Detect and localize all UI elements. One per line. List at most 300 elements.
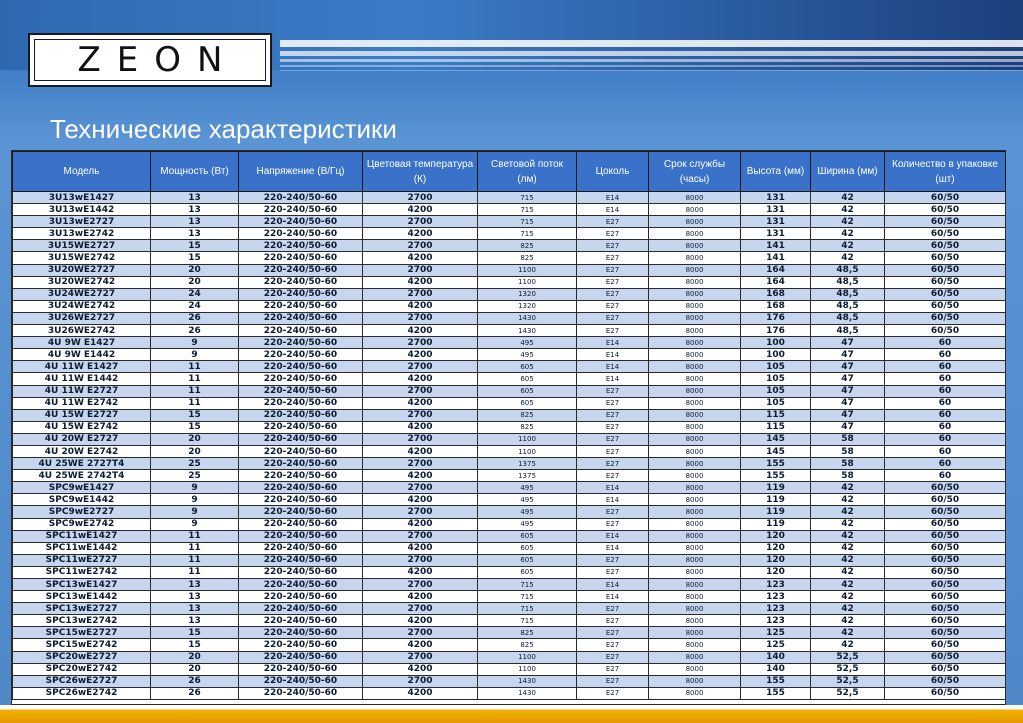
cell-luminous-flux: 1430 bbox=[478, 687, 577, 699]
cell-luminous-flux: 605 bbox=[478, 361, 577, 373]
cell-power: 15 bbox=[151, 421, 239, 433]
cell-model: 3U15WE2727 bbox=[13, 240, 151, 252]
table-row bbox=[13, 663, 1006, 675]
cell-color-temp: 4200 bbox=[363, 228, 478, 240]
cell-color-temp: 4200 bbox=[363, 615, 478, 627]
cell-lifetime: 8000 bbox=[649, 409, 741, 421]
cell-lifetime: 8000 bbox=[649, 591, 741, 603]
table-row bbox=[13, 312, 1006, 324]
cell-model: SPC9wE1442 bbox=[13, 494, 151, 506]
cell-width: 42 bbox=[811, 482, 885, 494]
cell-pack-qty: 60/50 bbox=[885, 506, 1006, 518]
cell-socket: E27 bbox=[577, 445, 649, 457]
cell-color-temp: 4200 bbox=[363, 566, 478, 578]
cell-lifetime: 8000 bbox=[649, 542, 741, 554]
cell-model: 4U 11W E2742 bbox=[13, 397, 151, 409]
cell-luminous-flux: 495 bbox=[478, 349, 577, 361]
cell-width: 58 bbox=[811, 470, 885, 482]
cell-width: 42 bbox=[811, 228, 885, 240]
cell-lifetime: 8000 bbox=[649, 337, 741, 349]
cell-height: 145 bbox=[741, 445, 811, 457]
cell-pack-qty: 60/50 bbox=[885, 615, 1006, 627]
table-row bbox=[13, 385, 1006, 397]
cell-model: 3U13wE1442 bbox=[13, 204, 151, 216]
cell-model: 4U 25WE 2742T4 bbox=[13, 470, 151, 482]
cell-socket: E27 bbox=[577, 566, 649, 578]
table-row bbox=[13, 445, 1006, 457]
table-row bbox=[13, 264, 1006, 276]
cell-width: 42 bbox=[811, 639, 885, 651]
cell-lifetime: 8000 bbox=[649, 264, 741, 276]
cell-pack-qty: 60/50 bbox=[885, 687, 1006, 699]
cell-model: 4U 20W E2727 bbox=[13, 433, 151, 445]
cell-width: 42 bbox=[811, 252, 885, 264]
cell-color-temp: 2700 bbox=[363, 264, 478, 276]
cell-power: 9 bbox=[151, 494, 239, 506]
cell-pack-qty: 60 bbox=[885, 337, 1006, 349]
cell-width: 58 bbox=[811, 433, 885, 445]
cell-socket: E27 bbox=[577, 675, 649, 687]
cell-height: 145 bbox=[741, 433, 811, 445]
cell-lifetime: 8000 bbox=[649, 494, 741, 506]
cell-height: 131 bbox=[741, 216, 811, 228]
cell-lifetime: 8000 bbox=[649, 312, 741, 324]
cell-height: 131 bbox=[741, 228, 811, 240]
cell-model: 3U15WE2742 bbox=[13, 252, 151, 264]
cell-model: 4U 15W E2727 bbox=[13, 409, 151, 421]
cell-socket: E27 bbox=[577, 300, 649, 312]
table-row bbox=[13, 397, 1006, 409]
cell-lifetime: 8000 bbox=[649, 204, 741, 216]
cell-socket: E14 bbox=[577, 349, 649, 361]
cell-voltage: 220-240/50-60 bbox=[239, 204, 363, 216]
cell-luminous-flux: 825 bbox=[478, 639, 577, 651]
cell-width: 42 bbox=[811, 603, 885, 615]
cell-luminous-flux: 1100 bbox=[478, 651, 577, 663]
cell-luminous-flux: 495 bbox=[478, 506, 577, 518]
logo-text: ZEON bbox=[77, 40, 239, 80]
cell-model: SPC26wE2727 bbox=[13, 675, 151, 687]
cell-pack-qty: 60/50 bbox=[885, 603, 1006, 615]
cell-lifetime: 8000 bbox=[649, 554, 741, 566]
cell-power: 13 bbox=[151, 591, 239, 603]
cell-socket: E14 bbox=[577, 542, 649, 554]
header-model: Модель bbox=[13, 152, 151, 192]
cell-power: 15 bbox=[151, 409, 239, 421]
cell-color-temp: 2700 bbox=[363, 530, 478, 542]
cell-pack-qty: 60/50 bbox=[885, 300, 1006, 312]
cell-lifetime: 8000 bbox=[649, 421, 741, 433]
cell-model: 4U 20W E2742 bbox=[13, 445, 151, 457]
table-row bbox=[13, 325, 1006, 337]
table-row bbox=[13, 554, 1006, 566]
cell-lifetime: 8000 bbox=[649, 579, 741, 591]
cell-pack-qty: 60/50 bbox=[885, 204, 1006, 216]
table-row bbox=[13, 349, 1006, 361]
cell-power: 26 bbox=[151, 325, 239, 337]
cell-height: 155 bbox=[741, 687, 811, 699]
cell-luminous-flux: 1375 bbox=[478, 470, 577, 482]
cell-pack-qty: 60/50 bbox=[885, 252, 1006, 264]
cell-height: 140 bbox=[741, 651, 811, 663]
table-row bbox=[13, 204, 1006, 216]
table-row bbox=[13, 421, 1006, 433]
cell-power: 25 bbox=[151, 470, 239, 482]
cell-pack-qty: 60/50 bbox=[885, 325, 1006, 337]
cell-pack-qty: 60/50 bbox=[885, 264, 1006, 276]
cell-model: 3U26WE2742 bbox=[13, 325, 151, 337]
cell-socket: E14 bbox=[577, 192, 649, 204]
cell-color-temp: 4200 bbox=[363, 542, 478, 554]
table-row bbox=[13, 192, 1006, 204]
cell-width: 48,5 bbox=[811, 300, 885, 312]
cell-color-temp: 2700 bbox=[363, 192, 478, 204]
cell-voltage: 220-240/50-60 bbox=[239, 663, 363, 675]
cell-power: 15 bbox=[151, 252, 239, 264]
cell-luminous-flux: 1320 bbox=[478, 300, 577, 312]
cell-color-temp: 4200 bbox=[363, 300, 478, 312]
table-row bbox=[13, 240, 1006, 252]
cell-voltage: 220-240/50-60 bbox=[239, 482, 363, 494]
cell-luminous-flux: 715 bbox=[478, 204, 577, 216]
cell-luminous-flux: 605 bbox=[478, 530, 577, 542]
cell-socket: E27 bbox=[577, 421, 649, 433]
cell-color-temp: 2700 bbox=[363, 361, 478, 373]
cell-socket: E27 bbox=[577, 518, 649, 530]
cell-color-temp: 4200 bbox=[363, 252, 478, 264]
cell-width: 42 bbox=[811, 506, 885, 518]
cell-voltage: 220-240/50-60 bbox=[239, 228, 363, 240]
table-row bbox=[13, 542, 1006, 554]
cell-lifetime: 8000 bbox=[649, 663, 741, 675]
cell-voltage: 220-240/50-60 bbox=[239, 530, 363, 542]
cell-pack-qty: 60/50 bbox=[885, 639, 1006, 651]
cell-luminous-flux: 715 bbox=[478, 228, 577, 240]
cell-pack-qty: 60/50 bbox=[885, 240, 1006, 252]
cell-voltage: 220-240/50-60 bbox=[239, 554, 363, 566]
cell-socket: E27 bbox=[577, 687, 649, 699]
table-row bbox=[13, 651, 1006, 663]
cell-socket: E14 bbox=[577, 494, 649, 506]
cell-pack-qty: 60/50 bbox=[885, 627, 1006, 639]
table-row bbox=[13, 300, 1006, 312]
cell-lifetime: 8000 bbox=[649, 216, 741, 228]
cell-height: 120 bbox=[741, 530, 811, 542]
cell-voltage: 220-240/50-60 bbox=[239, 566, 363, 578]
cell-model: 3U13wE2727 bbox=[13, 216, 151, 228]
cell-socket: E27 bbox=[577, 663, 649, 675]
table-row bbox=[13, 530, 1006, 542]
cell-socket: E27 bbox=[577, 639, 649, 651]
cell-voltage: 220-240/50-60 bbox=[239, 639, 363, 651]
cell-voltage: 220-240/50-60 bbox=[239, 542, 363, 554]
cell-width: 42 bbox=[811, 566, 885, 578]
cell-color-temp: 4200 bbox=[363, 397, 478, 409]
cell-color-temp: 2700 bbox=[363, 288, 478, 300]
cell-color-temp: 4200 bbox=[363, 349, 478, 361]
cell-model: 4U 25WE 2727T4 bbox=[13, 458, 151, 470]
cell-socket: E27 bbox=[577, 615, 649, 627]
table-row bbox=[13, 337, 1006, 349]
cell-model: 4U 9W E1427 bbox=[13, 337, 151, 349]
cell-power: 26 bbox=[151, 312, 239, 324]
table-row bbox=[13, 639, 1006, 651]
cell-voltage: 220-240/50-60 bbox=[239, 615, 363, 627]
cell-width: 42 bbox=[811, 627, 885, 639]
cell-pack-qty: 60/50 bbox=[885, 591, 1006, 603]
cell-color-temp: 4200 bbox=[363, 373, 478, 385]
cell-pack-qty: 60/50 bbox=[885, 518, 1006, 530]
cell-width: 52,5 bbox=[811, 663, 885, 675]
cell-socket: E27 bbox=[577, 433, 649, 445]
cell-color-temp: 2700 bbox=[363, 216, 478, 228]
cell-height: 141 bbox=[741, 240, 811, 252]
cell-height: 105 bbox=[741, 373, 811, 385]
cell-power: 15 bbox=[151, 627, 239, 639]
cell-model: 3U13wE2742 bbox=[13, 228, 151, 240]
cell-socket: E27 bbox=[577, 470, 649, 482]
cell-lifetime: 8000 bbox=[649, 627, 741, 639]
cell-power: 9 bbox=[151, 349, 239, 361]
header-lifetime: Срок службы (часы) bbox=[649, 152, 741, 192]
cell-lifetime: 8000 bbox=[649, 518, 741, 530]
cell-lifetime: 8000 bbox=[649, 530, 741, 542]
cell-pack-qty: 60 bbox=[885, 421, 1006, 433]
cell-voltage: 220-240/50-60 bbox=[239, 458, 363, 470]
cell-color-temp: 2700 bbox=[363, 482, 478, 494]
cell-lifetime: 8000 bbox=[649, 482, 741, 494]
header-power: Мощность (Вт) bbox=[151, 152, 239, 192]
cell-lifetime: 8000 bbox=[649, 639, 741, 651]
cell-power: 9 bbox=[151, 518, 239, 530]
cell-voltage: 220-240/50-60 bbox=[239, 325, 363, 337]
cell-model: SPC11wE2742 bbox=[13, 566, 151, 578]
cell-power: 9 bbox=[151, 337, 239, 349]
cell-power: 13 bbox=[151, 603, 239, 615]
table-body bbox=[13, 192, 1006, 700]
cell-lifetime: 8000 bbox=[649, 458, 741, 470]
cell-color-temp: 2700 bbox=[363, 458, 478, 470]
cell-height: 105 bbox=[741, 385, 811, 397]
cell-model: SPC13wE1442 bbox=[13, 591, 151, 603]
cell-luminous-flux: 825 bbox=[478, 409, 577, 421]
cell-power: 15 bbox=[151, 240, 239, 252]
cell-luminous-flux: 605 bbox=[478, 397, 577, 409]
cell-model: SPC9wE2742 bbox=[13, 518, 151, 530]
cell-pack-qty: 60 bbox=[885, 397, 1006, 409]
cell-socket: E14 bbox=[577, 482, 649, 494]
cell-model: 3U24WE2742 bbox=[13, 300, 151, 312]
cell-width: 52,5 bbox=[811, 651, 885, 663]
cell-color-temp: 4200 bbox=[363, 276, 478, 288]
cell-luminous-flux: 495 bbox=[478, 494, 577, 506]
cell-color-temp: 2700 bbox=[363, 554, 478, 566]
cell-voltage: 220-240/50-60 bbox=[239, 591, 363, 603]
cell-height: 164 bbox=[741, 276, 811, 288]
cell-lifetime: 8000 bbox=[649, 361, 741, 373]
cell-lifetime: 8000 bbox=[649, 228, 741, 240]
cell-luminous-flux: 825 bbox=[478, 252, 577, 264]
cell-width: 48,5 bbox=[811, 276, 885, 288]
cell-pack-qty: 60/50 bbox=[885, 579, 1006, 591]
cell-luminous-flux: 825 bbox=[478, 421, 577, 433]
cell-height: 123 bbox=[741, 591, 811, 603]
cell-voltage: 220-240/50-60 bbox=[239, 288, 363, 300]
cell-color-temp: 2700 bbox=[363, 385, 478, 397]
cell-luminous-flux: 605 bbox=[478, 385, 577, 397]
decorative-stripes bbox=[280, 40, 1023, 90]
cell-luminous-flux: 715 bbox=[478, 603, 577, 615]
header-width: Ширина (мм) bbox=[811, 152, 885, 192]
cell-socket: E27 bbox=[577, 651, 649, 663]
cell-height: 168 bbox=[741, 288, 811, 300]
table-row bbox=[13, 627, 1006, 639]
cell-voltage: 220-240/50-60 bbox=[239, 470, 363, 482]
cell-power: 20 bbox=[151, 276, 239, 288]
cell-width: 42 bbox=[811, 518, 885, 530]
cell-luminous-flux: 1375 bbox=[478, 458, 577, 470]
cell-power: 26 bbox=[151, 675, 239, 687]
cell-pack-qty: 60/50 bbox=[885, 312, 1006, 324]
cell-height: 100 bbox=[741, 349, 811, 361]
header-socket: Цоколь bbox=[577, 152, 649, 192]
cell-model: SPC15wE2742 bbox=[13, 639, 151, 651]
cell-color-temp: 4200 bbox=[363, 494, 478, 506]
cell-voltage: 220-240/50-60 bbox=[239, 433, 363, 445]
cell-luminous-flux: 495 bbox=[478, 482, 577, 494]
cell-width: 47 bbox=[811, 337, 885, 349]
cell-model: 3U26WE2727 bbox=[13, 312, 151, 324]
cell-socket: E27 bbox=[577, 288, 649, 300]
cell-voltage: 220-240/50-60 bbox=[239, 494, 363, 506]
cell-pack-qty: 60/50 bbox=[885, 554, 1006, 566]
cell-height: 131 bbox=[741, 204, 811, 216]
cell-height: 176 bbox=[741, 312, 811, 324]
cell-height: 164 bbox=[741, 264, 811, 276]
cell-voltage: 220-240/50-60 bbox=[239, 252, 363, 264]
table-row bbox=[13, 566, 1006, 578]
cell-voltage: 220-240/50-60 bbox=[239, 675, 363, 687]
cell-voltage: 220-240/50-60 bbox=[239, 264, 363, 276]
table-row bbox=[13, 361, 1006, 373]
cell-width: 42 bbox=[811, 494, 885, 506]
cell-power: 13 bbox=[151, 192, 239, 204]
cell-width: 42 bbox=[811, 554, 885, 566]
cell-pack-qty: 60 bbox=[885, 458, 1006, 470]
cell-color-temp: 4200 bbox=[363, 518, 478, 530]
cell-socket: E27 bbox=[577, 276, 649, 288]
cell-luminous-flux: 825 bbox=[478, 240, 577, 252]
zeon-logo bbox=[28, 33, 272, 87]
header-height: Высота (мм) bbox=[741, 152, 811, 192]
cell-voltage: 220-240/50-60 bbox=[239, 300, 363, 312]
cell-height: 115 bbox=[741, 421, 811, 433]
table-header-row bbox=[13, 152, 1006, 192]
cell-lifetime: 8000 bbox=[649, 651, 741, 663]
cell-model: 4U 15W E2742 bbox=[13, 421, 151, 433]
cell-lifetime: 8000 bbox=[649, 276, 741, 288]
cell-height: 120 bbox=[741, 554, 811, 566]
cell-pack-qty: 60/50 bbox=[885, 675, 1006, 687]
spec-sheet bbox=[11, 150, 1006, 705]
cell-width: 42 bbox=[811, 240, 885, 252]
cell-color-temp: 4200 bbox=[363, 639, 478, 651]
cell-color-temp: 4200 bbox=[363, 325, 478, 337]
cell-model: SPC9wE2727 bbox=[13, 506, 151, 518]
cell-power: 26 bbox=[151, 687, 239, 699]
header-color-temp: Цветовая температура (К) bbox=[363, 152, 478, 192]
table-row bbox=[13, 675, 1006, 687]
table-row bbox=[13, 433, 1006, 445]
cell-color-temp: 2700 bbox=[363, 675, 478, 687]
cell-luminous-flux: 1100 bbox=[478, 663, 577, 675]
cell-model: SPC11wE1427 bbox=[13, 530, 151, 542]
cell-width: 47 bbox=[811, 421, 885, 433]
cell-height: 176 bbox=[741, 325, 811, 337]
cell-color-temp: 2700 bbox=[363, 240, 478, 252]
cell-lifetime: 8000 bbox=[649, 687, 741, 699]
cell-model: SPC9wE1427 bbox=[13, 482, 151, 494]
cell-model: SPC11wE1442 bbox=[13, 542, 151, 554]
cell-width: 58 bbox=[811, 458, 885, 470]
cell-socket: E27 bbox=[577, 312, 649, 324]
cell-lifetime: 8000 bbox=[649, 373, 741, 385]
cell-color-temp: 4200 bbox=[363, 663, 478, 675]
cell-pack-qty: 60 bbox=[885, 361, 1006, 373]
cell-power: 11 bbox=[151, 554, 239, 566]
cell-height: 123 bbox=[741, 603, 811, 615]
cell-voltage: 220-240/50-60 bbox=[239, 627, 363, 639]
cell-height: 168 bbox=[741, 300, 811, 312]
cell-power: 11 bbox=[151, 530, 239, 542]
table-row bbox=[13, 579, 1006, 591]
table-row bbox=[13, 482, 1006, 494]
cell-pack-qty: 60/50 bbox=[885, 276, 1006, 288]
cell-power: 15 bbox=[151, 639, 239, 651]
cell-height: 105 bbox=[741, 397, 811, 409]
cell-voltage: 220-240/50-60 bbox=[239, 651, 363, 663]
cell-width: 47 bbox=[811, 361, 885, 373]
cell-socket: E27 bbox=[577, 554, 649, 566]
cell-pack-qty: 60/50 bbox=[885, 663, 1006, 675]
cell-luminous-flux: 495 bbox=[478, 337, 577, 349]
table-row bbox=[13, 470, 1006, 482]
cell-socket: E27 bbox=[577, 264, 649, 276]
cell-voltage: 220-240/50-60 bbox=[239, 385, 363, 397]
cell-voltage: 220-240/50-60 bbox=[239, 445, 363, 457]
cell-socket: E27 bbox=[577, 603, 649, 615]
cell-width: 52,5 bbox=[811, 687, 885, 699]
cell-model: SPC20wE2727 bbox=[13, 651, 151, 663]
cell-socket: E14 bbox=[577, 361, 649, 373]
cell-width: 48,5 bbox=[811, 312, 885, 324]
cell-voltage: 220-240/50-60 bbox=[239, 421, 363, 433]
cell-model: 3U20WE2727 bbox=[13, 264, 151, 276]
table-row bbox=[13, 276, 1006, 288]
cell-model: 4U 11W E1427 bbox=[13, 361, 151, 373]
cell-model: SPC11wE2727 bbox=[13, 554, 151, 566]
cell-model: SPC20wE2742 bbox=[13, 663, 151, 675]
cell-lifetime: 8000 bbox=[649, 506, 741, 518]
cell-width: 42 bbox=[811, 615, 885, 627]
cell-pack-qty: 60/50 bbox=[885, 216, 1006, 228]
cell-lifetime: 8000 bbox=[649, 385, 741, 397]
header-pack-qty: Количество в упаковке (шт) bbox=[885, 152, 1006, 192]
cell-voltage: 220-240/50-60 bbox=[239, 603, 363, 615]
cell-power: 25 bbox=[151, 458, 239, 470]
cell-height: 123 bbox=[741, 615, 811, 627]
cell-power: 20 bbox=[151, 663, 239, 675]
